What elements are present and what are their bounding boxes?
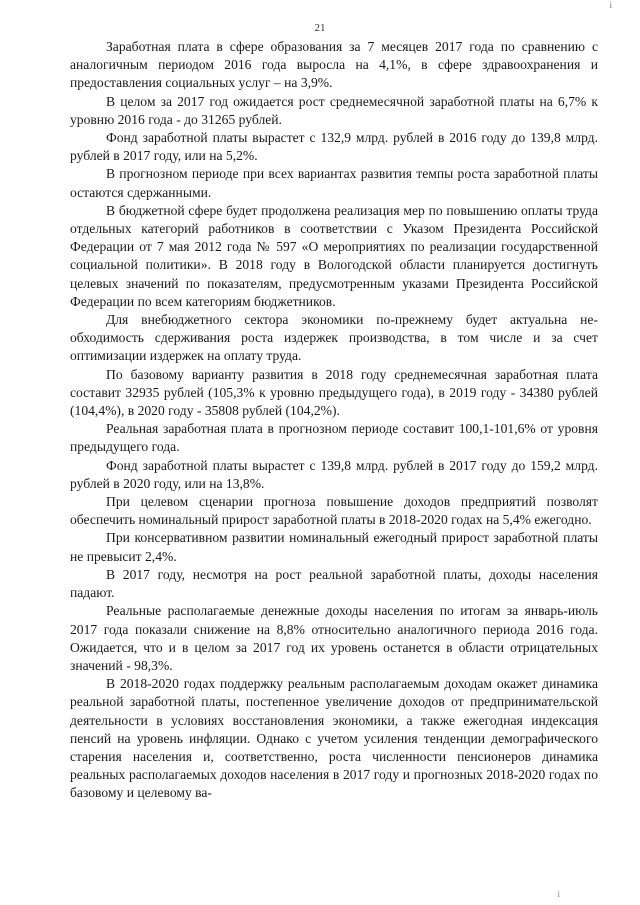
- paragraph-non-budget-sector: Для внебюджетного сектора экономики по-прежнему будет актуальна необходимость сдерживания роста издержек производства, в том числе и за счет оптимизации издержек на оплату труда.: [70, 312, 598, 364]
- paragraph-wage-fund-2017: Фонд заработной платы вырастет с 132,9 млрд. рублей в 2016 году до 139,8 млрд. рублей в 2017 году, или на 5,2%.: [70, 130, 598, 164]
- paragraph-disposable-incomes: Реальные располагаемые денежные доходы населения по итогам за январь-июль 2017 года показали снижение на 8,8% относительно аналогичного периода 2016 года. Ожидается, что и в целом за 2017 год их уровень останется в области отрицательных значений - 98,3%.: [70, 603, 598, 673]
- paragraph-target-scenario: При целевом сценарии прогноза повышение доходов предприятий позволят обеспечить номинальный прирост заработной платы в 2018-2020 годах на 5,4% ежегодно.: [70, 494, 598, 528]
- paragraph-2018-2020-support: В 2018-2020 годах поддержку реальным располагаемым доходам окажет динамика реальной заработной платы, постепенное увеличение доходов от предпринимательской деятельности в условиях восстановления экономики, а также ежегодная индексация пенсий на уровень инфляции. Однако с учетом усиления тенденции демографического старения населения и, соответственно, роста численности пенсионеров динамика реальных располагаемых доходов населения в 2017 году и прогнозных 2018-2020 годах по базовому и целевому ва-: [70, 676, 598, 801]
- paragraph-base-scenario: По базовому варианту развития в 2018 году среднемесячная заработная плата составит 32935 рублей (105,3% к уровню предыдущего года), в 2019 году - 34380 рублей (104,4%), в 2020 году - 35808 рублей (104,2%).: [70, 366, 598, 419]
- paragraph-real-wages: Реальная заработная плата в прогнозном периоде составит 100,1-101,6% от уровня предыдущего года.: [70, 421, 598, 455]
- page-number: 21: [314, 22, 326, 34]
- paragraph-incomes-falling: В 2017 году, несмотря на рост реальной заработной платы, доходы населения падают.: [70, 566, 598, 601]
- paragraph-education-wages: Заработная плата в сфере образования за 7 месяцев 2017 года по сравнению с аналогичным периодом 2016 года выросла на 4,1%, в сфере здравоохранения и предоставления социальных услуг – на 3,9%.: [70, 39, 598, 91]
- paragraph-forecast-restrained: В прогнозном периоде при всех вариантах развития темпы роста заработной платы остаются сдержанными.: [70, 166, 598, 200]
- bottom-mark: i: [557, 889, 560, 899]
- body-text: [70, 38, 598, 803]
- corner-mark: i: [609, 0, 612, 10]
- paragraph-wage-fund-2020: Фонд заработной платы вырастет с 139,8 млрд. рублей в 2017 году до 159,2 млрд. рублей в 2020 году, или на 13,8%.: [70, 457, 598, 491]
- paragraph-conservative-scenario: При консервативном развитии номинальный ежегодный прирост заработной платы не превысит 2,4%.: [70, 530, 598, 564]
- paragraph-budget-sphere: В бюджетной сфере будет продолжена реализация мер по повышению оплаты труда отдельных категорий работников в соответствии с Указом Президента Российской Федерации от 7 мая 2012 года № 597 «О мероприятиях по реализации государственной социальной политики». В 2018 году в Вологодской области планируется достигнуть целевых значений по показателям, предусмотренным указами Президента Российской Федерации по всем категориям бюджетников.: [70, 202, 598, 309]
- paragraph-2017-wage-growth: В целом за 2017 год ожидается рост среднемесячной заработной платы на 6,7% к уровню 2016 года - до 31265 рублей.: [70, 93, 598, 127]
